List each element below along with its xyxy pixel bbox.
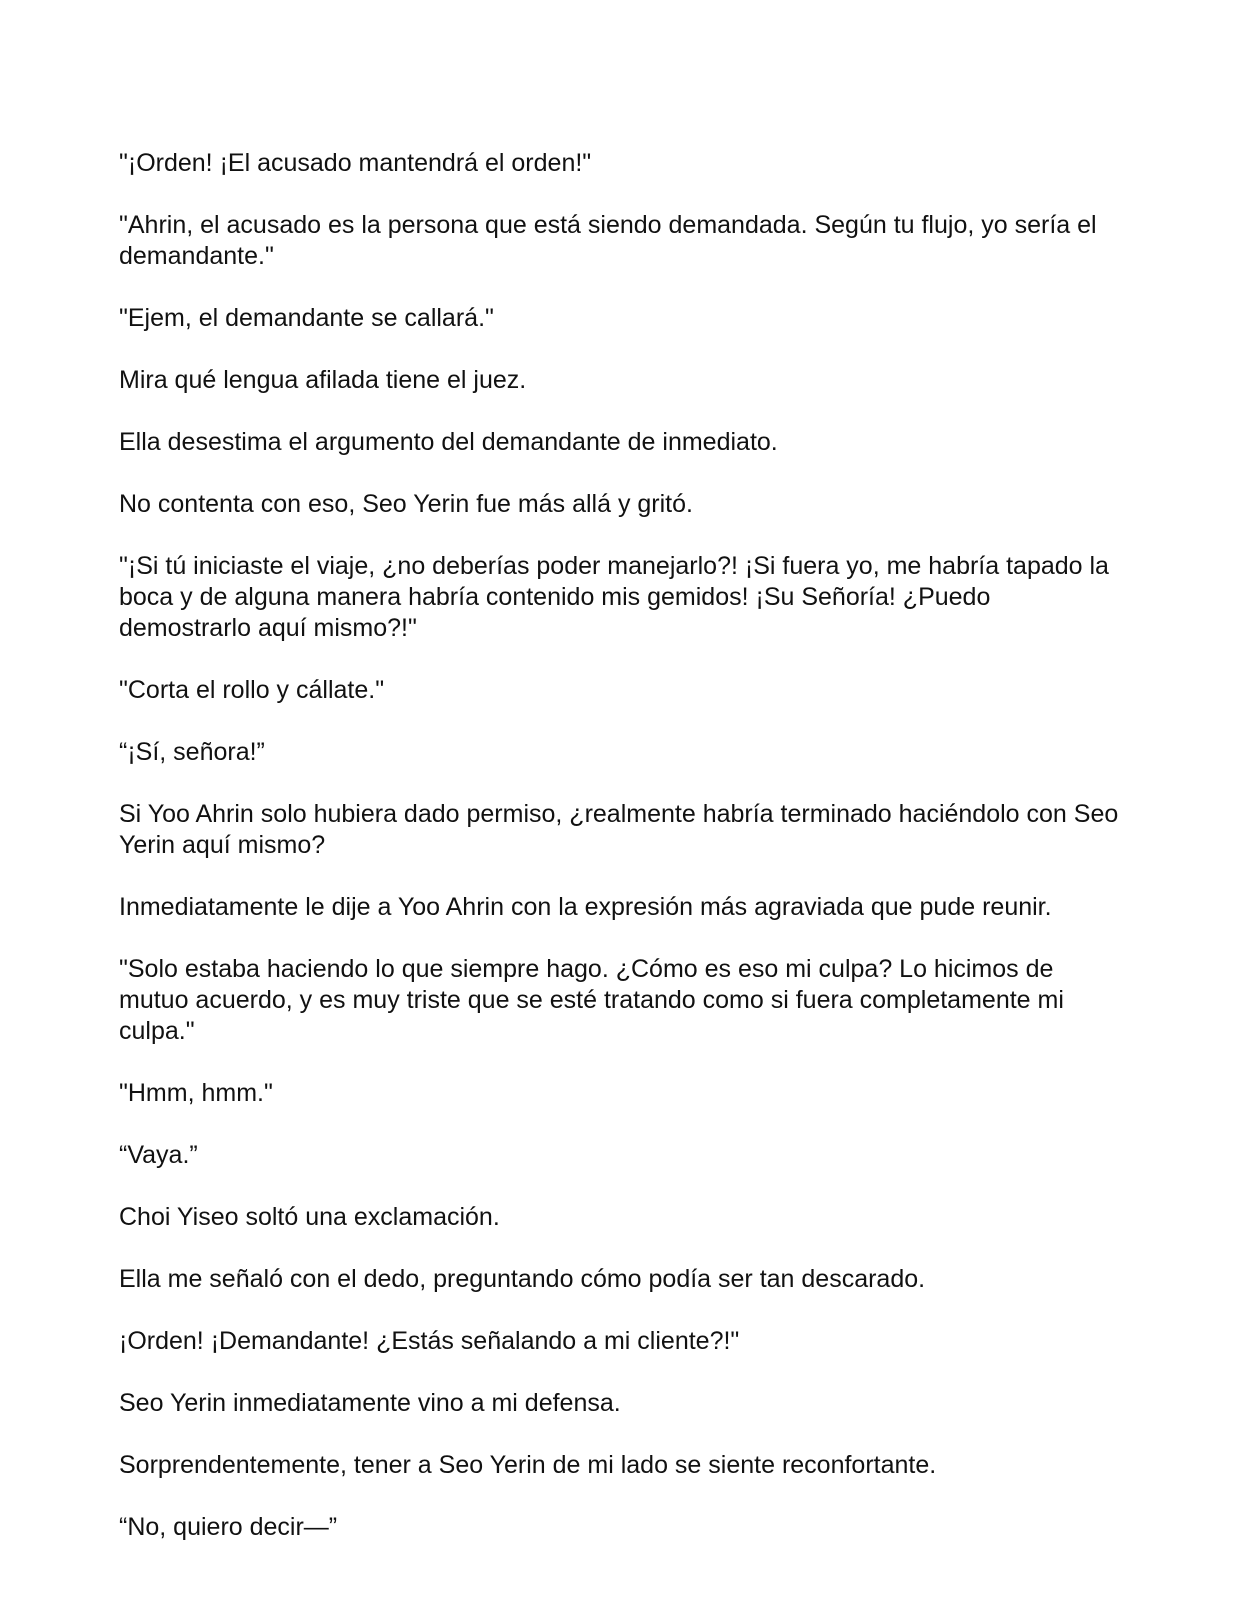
- paragraph: "¡Orden! ¡El acusado mantendrá el orden!": [119, 149, 592, 177]
- document-body: [119, 148, 1119, 1574]
- paragraph: Ella desestima el argumento del demandante de inmediato.: [119, 428, 778, 456]
- paragraph: "Corta el rollo y cállate.": [119, 676, 385, 704]
- paragraph: ¡Orden! ¡Demandante! ¿Estás señalando a mi cliente?!": [119, 1327, 740, 1355]
- paragraph: Choi Yiseo soltó una exclamación.: [119, 1203, 500, 1231]
- paragraph: "Solo estaba haciendo lo que siempre hago. ¿Cómo es eso mi culpa? Lo hicimos de mutuo acuerdo, y es muy triste que se esté tratando como si fuera completamente mi culpa.": [119, 955, 1064, 1045]
- paragraph: Seo Yerin inmediatamente vino a mi defensa.: [119, 1389, 621, 1417]
- paragraph: Si Yoo Ahrin solo hubiera dado permiso, ¿realmente habría terminado haciéndolo con Seo Yerin aquí mismo?: [119, 800, 1119, 859]
- paragraph: No contenta con eso, Seo Yerin fue más allá y gritó.: [119, 490, 693, 518]
- paragraph: Ella me señaló con el dedo, preguntando cómo podía ser tan descarado.: [119, 1265, 926, 1293]
- paragraph: Inmediatamente le dije a Yoo Ahrin con la expresión más agraviada que pude reunir.: [119, 893, 1052, 921]
- paragraph: “¡Sí, señora!”: [119, 738, 265, 766]
- paragraph: "¡Si tú iniciaste el viaje, ¿no deberías poder manejarlo?! ¡Si fuera yo, me habría tapado la boca y de alguna manera habría contenido mis gemidos! ¡Su Señoría! ¿Puedo demostrarlo aquí mismo?!": [119, 552, 1109, 642]
- paragraph: "Ahrin, el acusado es la persona que está siendo demandada. Según tu flujo, yo sería el demandante.": [119, 211, 1097, 270]
- paragraph: Sorprendentemente, tener a Seo Yerin de mi lado se siente reconfortante.: [119, 1451, 937, 1479]
- paragraph: Mira qué lengua afilada tiene el juez.: [119, 366, 527, 394]
- paragraph: “No, quiero decir—”: [119, 1513, 338, 1541]
- paragraph: "Ejem, el demandante se callará.": [119, 304, 494, 332]
- paragraph: "Hmm, hmm.": [119, 1079, 273, 1107]
- paragraph: “Vaya.”: [119, 1141, 198, 1169]
